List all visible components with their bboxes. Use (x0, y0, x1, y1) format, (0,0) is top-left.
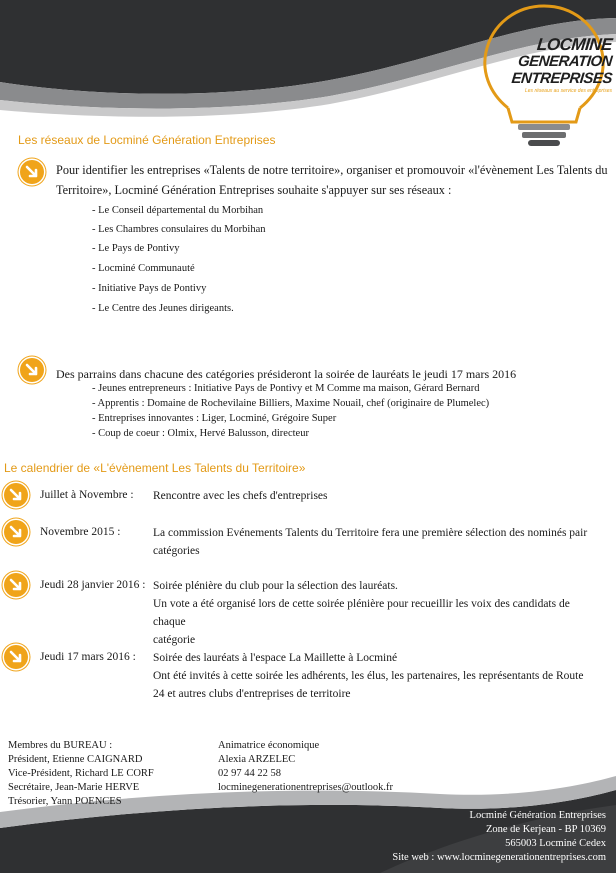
parrains-list-item: - Coup de coeur : Olmix, Hervé Balusson, directeur (92, 428, 309, 439)
calendar-text-line: catégories (153, 545, 200, 557)
calendar-text (153, 524, 593, 560)
calendar-date: Juillet à Novembre : (40, 489, 134, 501)
parrains-list-item: - Jeunes entrepreneurs : Initiative Pays de Pontivy et M Comme ma maison, Gérard Bernard (92, 383, 480, 394)
calendar-text-line: Un vote a été organisé lors de cette soirée plénière pour recueillir les voix des candidats de chaque (153, 598, 570, 628)
bureau-line: Vice-Président, Richard LE CORF (8, 768, 154, 779)
bureau-line: Secrétaire, Jean-Marie HERVE (8, 782, 140, 793)
reseaux-list-item: - Les Chambres consulaires du Morbihan (92, 224, 266, 235)
section-title-reseaux: Les réseaux de Locminé Génération Entreprises (18, 133, 276, 147)
footer-line: Locminé Génération Entreprises (469, 810, 606, 821)
arrow-bullet-icon (4, 573, 28, 597)
footer-line: Zone de Kerjean - BP 10369 (485, 824, 606, 835)
reseaux-list-item: - Le Centre des Jeunes dirigeants. (92, 303, 234, 314)
section-title-calendrier: Le calendrier de «L'évènement Les Talents du Territoire» (4, 461, 306, 475)
logo-line-1: LOCMINE (536, 35, 613, 54)
contact-name: Alexia ARZELEC (218, 754, 296, 765)
reseaux-intro-line-1: Pour identifier les entreprises «Talents de notre territoire», organiser et promouvoir «l'évènement Les Talents du (56, 163, 608, 177)
parrains-list-item: - Entreprises innovantes : Liger, Locminé, Grégoire Super (92, 413, 337, 424)
contact-role: Animatrice économique (218, 740, 320, 751)
calendar-text-line: Rencontre avec les chefs d'entreprises (153, 490, 328, 502)
calendar-text-line: catégorie (153, 634, 196, 646)
bureau-block (8, 739, 154, 809)
calendar-date: Jeudi 28 janvier 2016 : (40, 579, 146, 591)
calendar-text-line: Soirée des lauréats à l'espace La Maillette à Locminé (153, 652, 398, 664)
calendar-date: Novembre 2015 : (40, 526, 121, 538)
contact-phone: 02 97 44 22 58 (218, 768, 281, 779)
calendar-text (153, 487, 593, 505)
logo-line-2: GENERATION (517, 53, 613, 70)
reseaux-list-item: - Initiative Pays de Pontivy (92, 283, 207, 294)
contact-email-link[interactable]: locminegenerationentreprises@outlook.fr (218, 782, 393, 793)
calendar-text-line: 24 et autres clubs d'entreprises de territoire (153, 688, 351, 700)
arrow-bullet-icon (4, 483, 28, 507)
arrow-bullet-icon (4, 520, 28, 544)
parrains-intro: Des parrains dans chacune des catégories présideront la soirée de lauréats le jeudi 17 mars 2016 (56, 367, 517, 381)
calendar-text (153, 649, 593, 703)
bureau-line: Trésorier, Yann POENCES (8, 796, 122, 807)
parrains-list-item: - Apprentis : Domaine de Rochevilaine Billiers, Maxime Nouail, chef (originaire de Plumelec) (92, 398, 490, 409)
bureau-line: Président, Etienne CAIGNARD (8, 754, 143, 765)
logo (482, 36, 612, 104)
calendar-text-line: Ont été invités à cette soirée les adhérents, les élus, les partenaires, les représentants de Route (153, 670, 584, 682)
arrow-bullet-icon (20, 358, 44, 382)
calendar-text-line: La commission Evénements Talents du Territoire fera une première sélection des nominés pair (153, 527, 588, 539)
reseaux-list-item: - Le Pays de Pontivy (92, 243, 180, 254)
reseaux-list-item: - Le Conseil départemental du Morbihan (92, 205, 264, 216)
reseaux-intro-line-2: Territoire», Locminé Génération Entreprises souhaite s'appuyer sur ses réseaux : (56, 183, 452, 197)
logo-tagline: Les réseaux au service des entreprises (525, 88, 612, 94)
calendar-date: Jeudi 17 mars 2016 : (40, 651, 136, 663)
logo-line-3: ENTREPRISES (510, 70, 613, 87)
footer-line: 565003 Locminé Cedex (505, 838, 606, 849)
footer-address (392, 809, 606, 865)
contact-block (218, 739, 393, 795)
calendar-text-line: Soirée plénière du club pour la sélection des lauréats. (153, 580, 398, 592)
reseaux-list-item: - Locminé Communauté (92, 263, 195, 274)
arrow-bullet-icon (4, 645, 28, 669)
bureau-line: Membres du BUREAU : (8, 740, 113, 751)
footer-website-link[interactable]: Site web : www.locminegenerationentreprises.com (392, 852, 606, 863)
calendar-text (153, 577, 593, 649)
arrow-bullet-icon (20, 160, 44, 184)
